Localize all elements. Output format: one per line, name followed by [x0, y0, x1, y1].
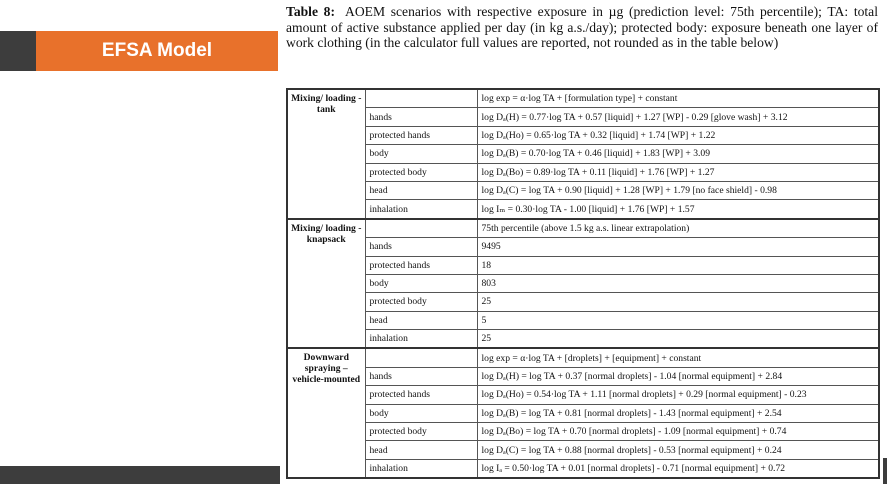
table-row [287, 311, 879, 329]
exposure-formula: 25 [477, 330, 879, 349]
table-row [287, 459, 879, 478]
exposure-formula: log Dₐ(Ho) = 0.65·log TA + 0.32 [liquid] + 1.74 [WP] + 1.22 [477, 126, 879, 144]
table-row [287, 89, 879, 108]
exposure-route: hands [365, 238, 477, 256]
table-row [287, 238, 879, 256]
exposure-formula: log Dₐ(H) = 0.77·log TA + 0.57 [liquid] + 1.27 [WP] - 0.29 [glove wash] + 3.12 [477, 108, 879, 126]
table-row [287, 441, 879, 459]
exposure-route [365, 348, 477, 367]
exposure-formula: 75th percentile (above 1.5 kg a.s. linear extrapolation) [477, 219, 879, 238]
exposure-route: inhalation [365, 459, 477, 478]
exposure-route [365, 219, 477, 238]
exposure-formula: log Dₐ(B) = 0.70·log TA + 0.46 [liquid] + 1.83 [WP] + 3.09 [477, 145, 879, 163]
exposure-formula: log exp = α·log TA + [droplets] + [equipment] + constant [477, 348, 879, 367]
exposure-route [365, 89, 477, 108]
table-row [287, 348, 879, 367]
exposure-formula: log Dₐ(Bo) = log TA + 0.70 [normal droplets] - 1.09 [normal equipment] + 0.74 [477, 423, 879, 441]
exposure-route: protected body [365, 423, 477, 441]
table-row [287, 256, 879, 274]
table-row [287, 126, 879, 144]
footer-dark-bar [0, 466, 280, 484]
exposure-formula: log Dₐ(Ho) = 0.54·log TA + 1.11 [normal droplets] + 0.29 [normal equipment] - 0.23 [477, 386, 879, 404]
table-row [287, 108, 879, 126]
table-row [287, 145, 879, 163]
table-row [287, 219, 879, 238]
scenario-name: Mixing/ loading - tank [287, 89, 365, 219]
exposure-route: inhalation [365, 330, 477, 349]
table-row [287, 386, 879, 404]
exposure-formula: 5 [477, 311, 879, 329]
exposure-formula: log Dₐ(H) = log TA + 0.37 [normal droplets] - 1.04 [normal equipment] + 2.84 [477, 367, 879, 385]
exposure-route: hands [365, 367, 477, 385]
table-row [287, 163, 879, 181]
table-row [287, 274, 879, 292]
exposure-formula: log Dₐ(B) = log TA + 0.81 [normal droplets] - 1.43 [normal equipment] + 2.54 [477, 404, 879, 422]
table-caption [286, 4, 878, 51]
table-row [287, 293, 879, 311]
exposure-route: protected hands [365, 126, 477, 144]
exposure-route: protected hands [365, 386, 477, 404]
table-row [287, 181, 879, 199]
table-row [287, 330, 879, 349]
caption-text: AOEM scenarios with respective exposure in µg (prediction level: 75th percentile); TA: total amount of active substance applied per day (in kg a.s./day); protected body: exposure beneath one layer of work clothing (in the calculator full values are reported, not rounded as in the table below) [286, 4, 878, 51]
table-row [287, 423, 879, 441]
exposure-formula: log Dₐ(C) = log TA + 0.90 [liquid] + 1.28 [WP] + 1.79 [no face shield] - 0.98 [477, 181, 879, 199]
caption-label: Table 8: [286, 4, 335, 19]
aoem-scenarios-table [286, 88, 880, 479]
exposure-formula: 18 [477, 256, 879, 274]
exposure-formula: log exp = α·log TA + [formulation type] + constant [477, 89, 879, 108]
footer-edge-bar [883, 458, 887, 484]
exposure-route: protected body [365, 163, 477, 181]
table-row [287, 200, 879, 219]
scenario-name: Mixing/ loading - knapsack [287, 219, 365, 349]
table-row [287, 404, 879, 422]
exposure-formula: log Dₐ(C) = log TA + 0.88 [normal droplets] - 0.53 [normal equipment] + 0.24 [477, 441, 879, 459]
scenario-name: Downward spraying – vehicle-mounted [287, 348, 365, 478]
exposure-formula: 803 [477, 274, 879, 292]
exposure-route: hands [365, 108, 477, 126]
exposure-formula: log Iₘ = 0.30·log TA - 1.00 [liquid] + 1.76 [WP] + 1.57 [477, 200, 879, 219]
table-row [287, 367, 879, 385]
exposure-formula: log Dₐ(Bo) = 0.89·log TA + 0.11 [liquid] + 1.76 [WP] + 1.27 [477, 163, 879, 181]
header-dark-bar [0, 31, 36, 71]
exposure-route: body [365, 274, 477, 292]
exposure-formula: 9495 [477, 238, 879, 256]
exposure-route: head [365, 311, 477, 329]
exposure-formula: log Iₐ = 0.50·log TA + 0.01 [normal droplets] - 0.71 [normal equipment] + 0.72 [477, 459, 879, 478]
exposure-route: inhalation [365, 200, 477, 219]
model-title-banner: EFSA Model [36, 31, 278, 71]
exposure-route: body [365, 404, 477, 422]
exposure-route: body [365, 145, 477, 163]
exposure-route: head [365, 441, 477, 459]
exposure-route: head [365, 181, 477, 199]
exposure-route: protected body [365, 293, 477, 311]
exposure-formula: 25 [477, 293, 879, 311]
exposure-route: protected hands [365, 256, 477, 274]
